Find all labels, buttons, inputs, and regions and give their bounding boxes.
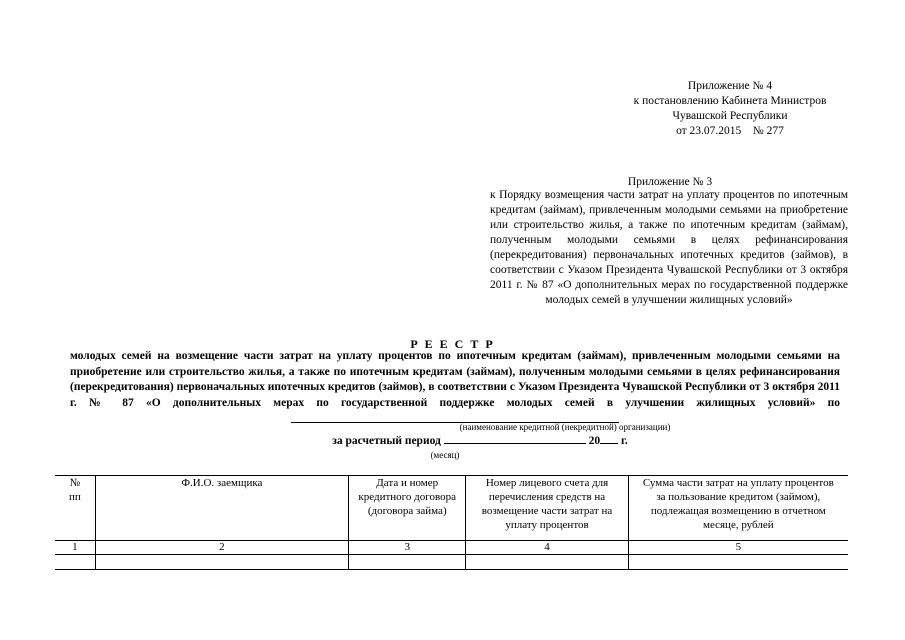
empty-cell [95,555,348,570]
year-suffix: г. [620,435,628,447]
column-number: 1 [55,541,95,555]
column-number: 2 [95,541,348,555]
header-account-number: Номер лицевого счета для перечисления средств на возмещение части затрат на уплату процентов [466,476,628,541]
header-borrower-name: Ф.И.О. заемщика [95,476,348,541]
column-number: 5 [628,541,848,555]
empty-cell [628,555,848,570]
month-note: (месяц) [430,450,460,460]
header-contract: Дата и номер кредитного договора (договора займа) [348,476,465,541]
annex4-line3: Чувашской Республики [672,110,788,122]
annex4-block [590,79,870,139]
annex3-text: к Порядку возмещения части затрат на уплату процентов по ипотечным кредитам (займам), привлеченным молодыми семьями на приобретение или строительство жилья, а также по ипотечным кредитам (займам), полученным молодыми семьями в целях рефинансирования (перекредитования) первоначальных ипотечных кредитов (займов), в соответствии с Указом Президента Чувашской Республики от 3 октября 2011 г. № 87 «О дополнительных мерах по государственной поддержке молодых семей в улучшении жилищных условий» [490,189,848,306]
registry-heading [70,349,840,429]
header-refund-amount: Сумма части затрат на уплату процентов за пользование кредитом (займом), подлежащая возмещению в отчетном месяце, рублей [628,476,848,541]
registry-heading-last: в улучшении жилищных условий» по [606,396,840,409]
annex4-line4: от 23.07.2015 № 277 [676,125,784,137]
year-prefix: 20 [588,435,601,447]
empty-cell [55,555,95,570]
column-number-row [55,541,848,555]
period-line [240,432,720,449]
annex4-line2: к постановлению Кабинета Министров [633,95,827,107]
registry-title: Р Е Е С Т Р [410,337,495,351]
column-number: 3 [348,541,465,555]
empty-cell [466,555,628,570]
month-blank-line [444,432,586,444]
registry-heading-text: молодых семей на возмещение части затрат на уплату процентов по ипотечным кредитам (займам), привлеченным молодыми семьями на приобретение или строительство жилья, а также по ипотечным кредитам (займам), полученным молодыми семьями в целях рефинансирования (перекредитования) первоначальных ипотечных кредитов (займов), в соответствии с Указом Президента Чувашской Республики от 3 октября 2011 г. № 87 «О дополнительных мерах по государственной поддержке молодых семей [70,350,840,409]
table-header-row [55,476,848,541]
table-row [55,555,848,570]
registry-table [55,475,848,570]
year-blank-line [600,432,618,444]
annex4-line1: Приложение № 4 [687,80,773,92]
organization-note: (наименование кредитной (некредитной) организации) [459,422,671,432]
period-label: за расчетный период [332,435,441,447]
annex3-title: Приложение № 3 [627,176,713,188]
empty-cell [348,555,465,570]
column-number: 4 [466,541,628,555]
header-number: № пп [55,476,95,541]
